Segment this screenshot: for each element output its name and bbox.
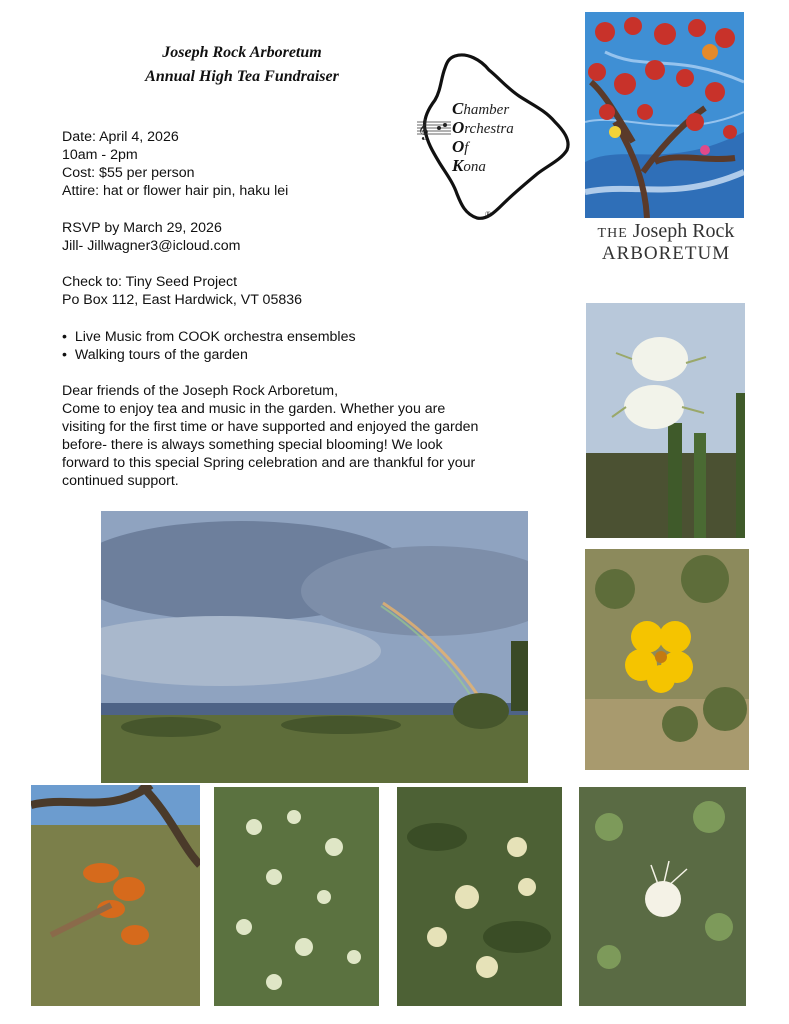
- highlights-list: [62, 328, 356, 364]
- event-title: [98, 41, 386, 89]
- cook-line-2: Orchestra: [452, 118, 514, 137]
- wordmark-name: Joseph Rock: [632, 220, 735, 242]
- event-cost: Cost: $55 per person: [62, 165, 195, 181]
- title-line-1: Joseph Rock Arboretum: [162, 44, 322, 61]
- arboretum-tree-artwork: [585, 12, 744, 218]
- arboretum-wordmark: [586, 221, 746, 264]
- cook-line-1: Chamber: [452, 99, 510, 118]
- registered-mark: ®: [485, 210, 492, 219]
- letter-body: Come to enjoy tea and music in the garden. Whether you are visiting for the first time or have supported and enjoyed the garden before- there is always something special blooming! We look forward to this special Spring celebration and are thankful for your continued support.: [62, 401, 479, 489]
- cactus-flower-photo: [586, 303, 745, 538]
- invitation-letter: [62, 382, 492, 490]
- cook-line-3: Of: [452, 137, 469, 156]
- list-item: • Live Music from COOK orchestra ensembles: [62, 328, 356, 346]
- orange-flower-photo: [31, 785, 200, 1006]
- wordmark-arboretum: ARBORETUM: [601, 243, 731, 264]
- list-item: • Walking tours of the garden: [62, 346, 356, 364]
- svg-text:𝄞: 𝄞: [418, 119, 429, 140]
- caper-flower-photo: [579, 787, 746, 1006]
- cook-line-4: Kona: [452, 156, 486, 175]
- letter-greeting: Dear friends of the Joseph Rock Arboretum,: [62, 383, 339, 399]
- event-attire: Attire: hat or flower hair pin, haku lei: [62, 183, 289, 199]
- wordmark-the: THE: [597, 226, 628, 241]
- rainbow-landscape-photo: [101, 511, 528, 783]
- check-payee: Check to: Tiny Seed Project: [62, 274, 238, 290]
- rsvp-deadline: RSVP by March 29, 2026: [62, 220, 222, 236]
- cook-logo: [415, 48, 575, 226]
- event-time: 10am - 2pm: [62, 147, 138, 163]
- cream-blossom-photo: [397, 787, 562, 1006]
- mailing-address: Po Box 112, East Hardwick, VT 05836: [62, 292, 303, 308]
- title-line-2: Annual High Tea Fundraiser: [145, 68, 339, 85]
- yellow-hibiscus-photo: [585, 549, 749, 770]
- payment-block: [62, 273, 482, 309]
- white-blossom-photo: [214, 787, 379, 1006]
- rsvp-contact: Jill- Jillwagner3@icloud.com: [62, 238, 241, 254]
- event-date: Date: April 4, 2026: [62, 129, 179, 145]
